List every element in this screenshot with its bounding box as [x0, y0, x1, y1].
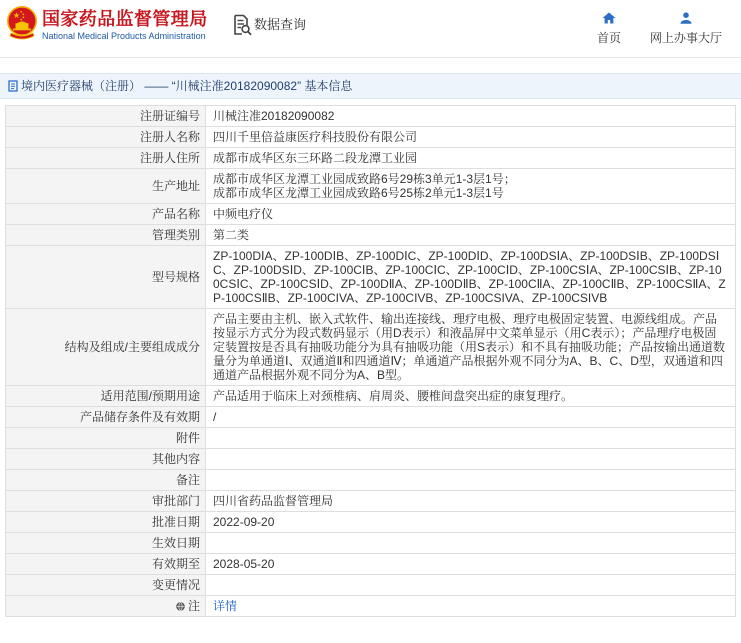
value-other-content: [206, 449, 735, 469]
value-attachment: [206, 428, 735, 448]
brand-name-en: National Medical Products Administration: [42, 31, 206, 41]
label-product-name: 产品名称: [6, 204, 206, 224]
value-valid-until: 2028-05-20: [213, 557, 275, 571]
site-header: [0, 0, 741, 58]
page-icon: [8, 80, 18, 92]
document-search-icon: [233, 14, 252, 36]
data-query-label: 数据查询: [254, 17, 307, 32]
label-production-address: 生产地址: [6, 169, 206, 203]
label-effective-date: 生效日期: [6, 533, 206, 553]
row-remarks: [6, 470, 735, 491]
value-approval-date: 2022-09-20: [213, 515, 275, 529]
nav-online-service-hall[interactable]: [646, 12, 726, 45]
label-structure-composition: 结构及组成/主要组成成分: [6, 309, 206, 385]
row-production-address: [6, 169, 735, 204]
brand-logo-link[interactable]: [0, 0, 215, 50]
row-registrant-name: [6, 127, 735, 148]
label-remarks: 备注: [6, 470, 206, 490]
value-structure-composition: 产品主要由主机、嵌入式软件、输出连接线、理疗电极、理疗电极固定装置、电源线组成。产品按显示方式分为段式数码显示（用D表示）和液晶屏中文菜单显示（用C表示）；产品理疗电极固定装置按是否具有抽吸功能分为具有抽吸功能（用S表示）和不具有抽吸功能；产品按输出通道数量分为单通道Ⅰ、双通道Ⅱ和四通道Ⅳ；单通道产品根据外观不同分为A、B、C、D型，双通道和四通道产品根据外观不同分为A、B型。: [213, 312, 726, 382]
brand-name-cn: 国家药品监督管理局: [42, 9, 208, 29]
breadcrumb: [0, 73, 741, 99]
label-approval-department: 审批部门: [6, 491, 206, 511]
nav-online-service-hall-label: 网上办事大厅: [649, 31, 722, 45]
label-intended-use: 适用范围/预期用途: [6, 386, 206, 406]
label-other-content: 其他内容: [6, 449, 206, 469]
row-model-specification: [6, 246, 735, 309]
breadcrumb-text: 境内医疗器械（注册） —— “川械注准20182090082” 基本信息: [21, 79, 353, 93]
value-product-name: 中频电疗仪: [213, 207, 274, 221]
home-icon: [602, 12, 616, 24]
note-label-text: 注: [187, 599, 200, 613]
row-effective-date: [6, 533, 735, 554]
label-attachment: 附件: [6, 428, 206, 448]
row-approval-department: [6, 491, 735, 512]
label-change-history: 变更情况: [6, 575, 206, 595]
value-model-specification: ZP-100DⅠA、ZP-100DⅠB、ZP-100DⅠC、ZP-100DⅠD、ZP-100DSⅠA、ZP-100DSⅠB、ZP-100DSⅠC、ZP-100DSⅠD、ZP-100CⅠB、ZP-100CⅠC、ZP-100CⅠD、ZP-100CSⅠA、ZP-100CSⅠB、ZP-100CSⅠC、ZP-100CSⅠD、ZP-100DⅡA、ZP-100DⅡB、ZP-100CⅡA、ZP-100CⅡB、ZP-100CSⅡA、ZP-100CSⅡB、ZP-100CIVA、ZP-100CIVB、ZP-100CSIVA、ZP-100CSIVB: [213, 249, 726, 305]
row-approval-date: [6, 512, 735, 533]
details-link[interactable]: 详情: [213, 599, 238, 613]
value-intended-use: 产品适用于临床上对颈椎病、肩周炎、腰椎间盘突出症的康复理疗。: [213, 389, 574, 403]
value-production-address: [206, 169, 735, 203]
value-registration-number: 川械注准20182090082: [213, 109, 335, 123]
label-approval-date: 批准日期: [6, 512, 206, 532]
value-note: [206, 596, 735, 616]
row-product-name: [6, 204, 735, 225]
row-structure-composition: [6, 309, 735, 386]
record-detail-table: [5, 105, 736, 617]
value-registrant-name: 四川千里倍益康医疗科技股份有限公司: [213, 130, 418, 144]
label-registrant-address: 注册人住所: [6, 148, 206, 168]
label-model-specification: 型号规格: [6, 246, 206, 308]
data-query-title[interactable]: [232, 13, 312, 37]
globe-icon: [176, 602, 185, 611]
row-intended-use: [6, 386, 735, 407]
row-management-category: [6, 225, 735, 246]
national-emblem-icon: [6, 6, 38, 40]
value-remarks: [206, 470, 735, 490]
row-storage-validity: [6, 407, 735, 428]
nav-home[interactable]: [594, 12, 624, 45]
nav-home-label: 首页: [596, 31, 621, 45]
label-valid-until: 有效期至: [6, 554, 206, 574]
row-note: [6, 596, 735, 617]
row-other-content: [6, 449, 735, 470]
user-icon: [679, 12, 693, 24]
label-note: [6, 596, 206, 616]
label-registrant-name: 注册人名称: [6, 127, 206, 147]
production-address-line: 成都市成华区龙潭工业园成致路6号25栋2单元1-3层1号: [213, 186, 504, 200]
value-effective-date: [206, 533, 735, 553]
value-registrant-address: 成都市成华区东三环路二段龙潭工业园: [213, 151, 418, 165]
value-change-history: [206, 575, 735, 595]
row-registration-number: [6, 106, 735, 127]
row-change-history: [6, 575, 735, 596]
label-management-category: 管理类别: [6, 225, 206, 245]
row-valid-until: [6, 554, 735, 575]
label-storage-validity: 产品储存条件及有效期: [6, 407, 206, 427]
production-address-line: 成都市成华区龙潭工业园成致路6号29栋3单元1-3层1号；: [213, 172, 516, 186]
value-management-category: 第二类: [213, 228, 250, 242]
row-attachment: [6, 428, 735, 449]
value-approval-department: 四川省药品监督管理局: [213, 494, 334, 508]
value-storage-validity: /: [213, 410, 217, 424]
row-registrant-address: [6, 148, 735, 169]
label-registration-number: 注册证编号: [6, 106, 206, 126]
